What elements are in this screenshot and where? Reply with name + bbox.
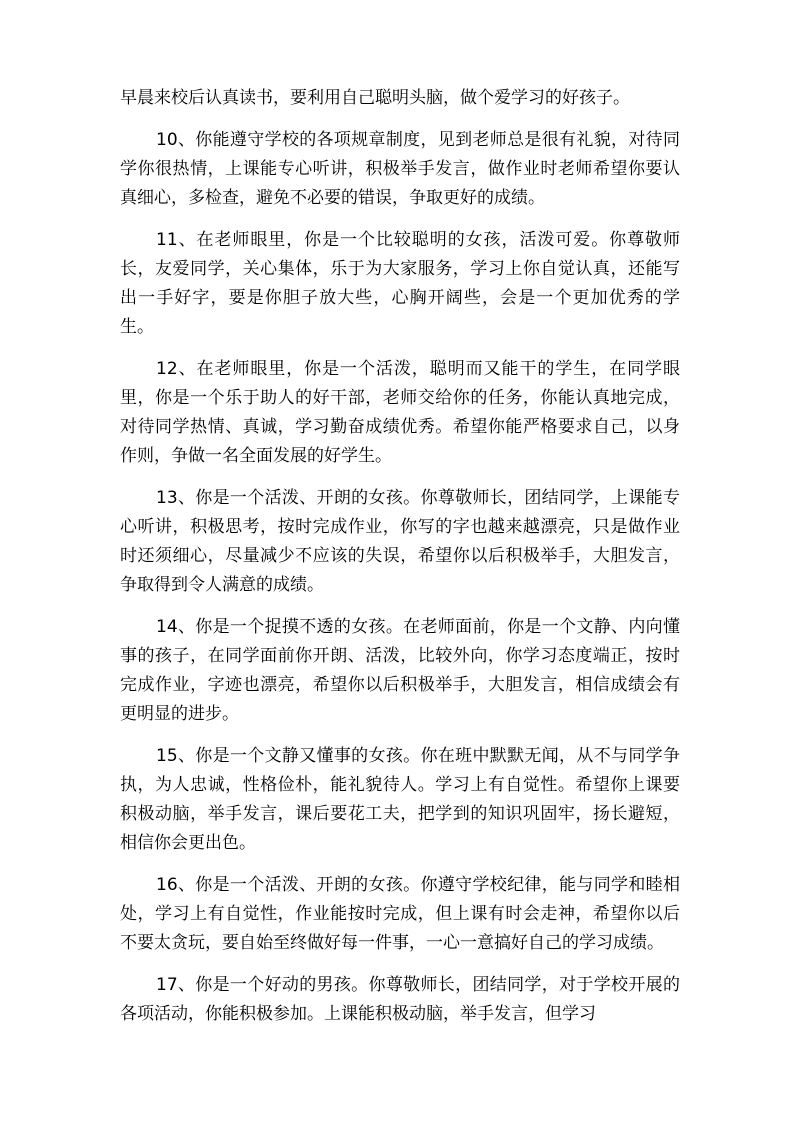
paragraph-14: 14、你是一个捉摸不透的女孩。在老师面前，你是一个文静、内向懂事的孩子，在同学面前你开朗、活泼，比较外向，你学习态度端正，按时完成作业，字迹也漂亮，希望你以后积极举手，大胆发言，相信成绩会有更明显的进步。 <box>120 617 680 724</box>
paragraph-12: 12、在老师眼里，你是一个活泼，聪明而又能干的学生，在同学眼里，你是一个乐于助人的好干部，老师交给你的任务，你能认真地完成，对待同学热情、真诚，学习勤奋成绩优秀。希望你能严格要求自己，以身作则，争做一名全面发展的好学生。 <box>120 359 680 466</box>
paragraph-10: 10、你能遵守学校的各项规章制度，见到老师总是很有礼貌，对待同学你很热情，上课能专心听讲，积极举手发言，做作业时老师希望你要认真细心，多检查，避免不必要的错误，争取更好的成绩。 <box>120 130 680 208</box>
paragraph-11: 11、在老师眼里，你是一个比较聪明的女孩，活泼可爱。你尊敬师长，友爱同学，关心集体，乐于为大家服务，学习上你自觉认真，还能写出一手好字，要是你胆子放大些，心胸开阔些，会是一个更加优秀的学生。 <box>120 230 680 337</box>
paragraph-13: 13、你是一个活泼、开朗的女孩。你尊敬师长，团结同学，上课能专心听讲，积极思考，按时完成作业，你写的字也越来越漂亮，只是做作业时还须细心，尽量减少不应该的失误，希望你以后积极举手，大胆发言，争取得到令人满意的成绩。 <box>120 488 680 595</box>
paragraph-0: 早晨来校后认真读书，要利用自己聪明头脑，做个爱学习的好孩子。 <box>120 88 630 108</box>
paragraph-16: 16、你是一个活泼、开朗的女孩。你遵守学校纪律，能与同学和睦相处，学习上有自觉性，作业能按时完成，但上课有时会走神，希望你以后不要太贪玩，要自始至终做好每一件事，一心一意搞好自己的学习成绩。 <box>120 875 680 953</box>
paragraph-17: 17、你是一个好动的男孩。你尊敬师长，团结同学，对于学校开展的各项活动，你能积极参加。上课能积极动脑，举手发言，但学习 <box>120 975 680 1024</box>
paragraph-15: 15、你是一个文静又懂事的女孩。你在班中默默无闻，从不与同学争执，为人忠诚，性格俭朴，能礼貌待人。学习上有自觉性。希望你上课要积极动脑，举手发言，课后要花工夫，把学到的知识巩固牢，扬长避短，相信你会更出色。 <box>120 746 680 853</box>
document-page <box>120 84 680 1042</box>
